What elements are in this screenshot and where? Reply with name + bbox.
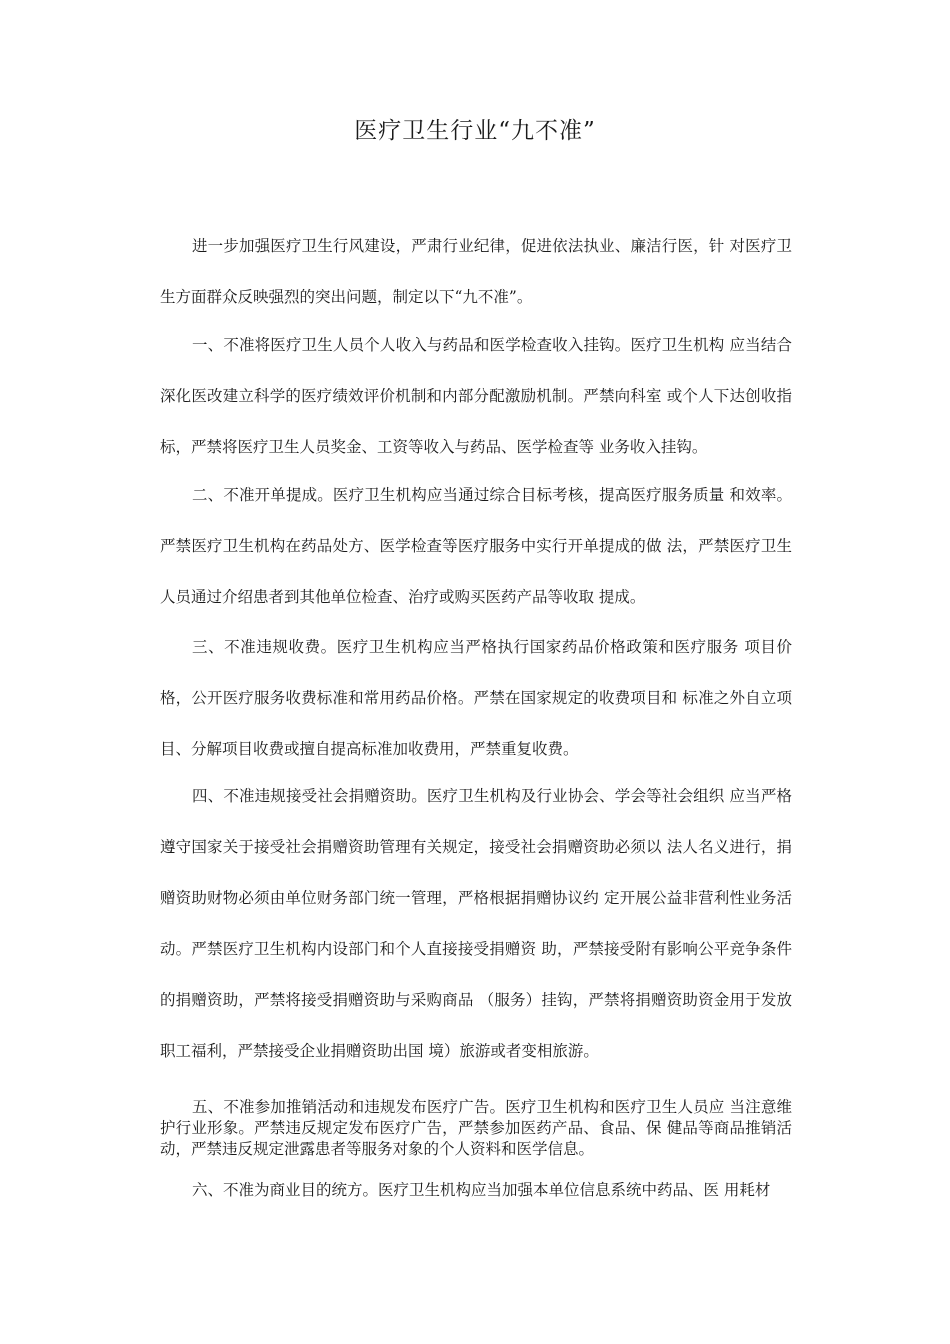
document-title: 医疗卫生行业“九不准” xyxy=(354,118,596,144)
paragraph-rule-one: 一、不准将医疗卫生人员个人收入与药品和医学检查收入挂钩。医疗卫生机构 应当结合深化医改建立科学的医疗绩效评价机制和内部分配激励机制。严禁向科室 或个人下达创收指标，严禁将医疗卫生人员奖金、工资等收入与药品、医学检查等 业务收入挂钩。 xyxy=(160,336,792,456)
paragraph-rule-four: 四、不准违规接受社会捐赠资助。医疗卫生机构及行业协会、学会等社会组织 应当严格遵守国家关于接受社会捐赠资助管理有关规定，接受社会捐赠资助必须以 法人名义进行，捐赠资助财物必须由单位财务部门统一管理，严格根据捐赠协议约 定开展公益非营利性业务活动。严禁医疗卫生机构内设部门和个人直接接受捐赠资 助，严禁接受附有影响公平竞争条件的捐赠资助，严禁将接受捐赠资助与采购商品 （服务）挂钩，严禁将捐赠资助资金用于发放职工福利，严禁接受企业捐赠资助出国 境）旅游或者变相旅游。 xyxy=(160,787,792,1060)
paragraph-rule-five: 五、不准参加推销活动和违规发布医疗广告。医疗卫生机构和医疗卫生人员应 当注意维护行业形象。严禁违反规定发布医疗广告，严禁参加医药产品、食品、保 健品等商品推销活动，严禁违反规定泄露患者等服务对象的个人资料和医学信息。 xyxy=(160,1098,792,1158)
paragraph-rule-two: 二、不准开单提成。医疗卫生机构应当通过综合目标考核，提高医疗服务质量 和效率。严禁医疗卫生机构在药品处方、医学检查等医疗服务中实行开单提成的做 法，严禁医疗卫生人员通过介绍患者到其他单位检查、治疗或购买医药产品等收取 提成。 xyxy=(160,486,792,606)
paragraph-rule-six: 六、不准为商业目的统方。医疗卫生机构应当加强本单位信息系统中药品、医 用耗材 xyxy=(192,1181,771,1199)
paragraph-rule-three: 三、不准违规收费。医疗卫生机构应当严格执行国家药品价格政策和医疗服务 项目价格，公开医疗服务收费标准和常用药品价格。严禁在国家规定的收费项目和 标准之外自立项目、分解项目收费或擅自提高标准加收费用，严禁重复收费。 xyxy=(160,638,792,758)
paragraph-intro: 进一步加强医疗卫生行风建设，严肃行业纪律，促进依法执业、廉洁行医，针 对医疗卫生方面群众反映强烈的突出问题，制定以下“九不准”。 xyxy=(160,237,792,306)
